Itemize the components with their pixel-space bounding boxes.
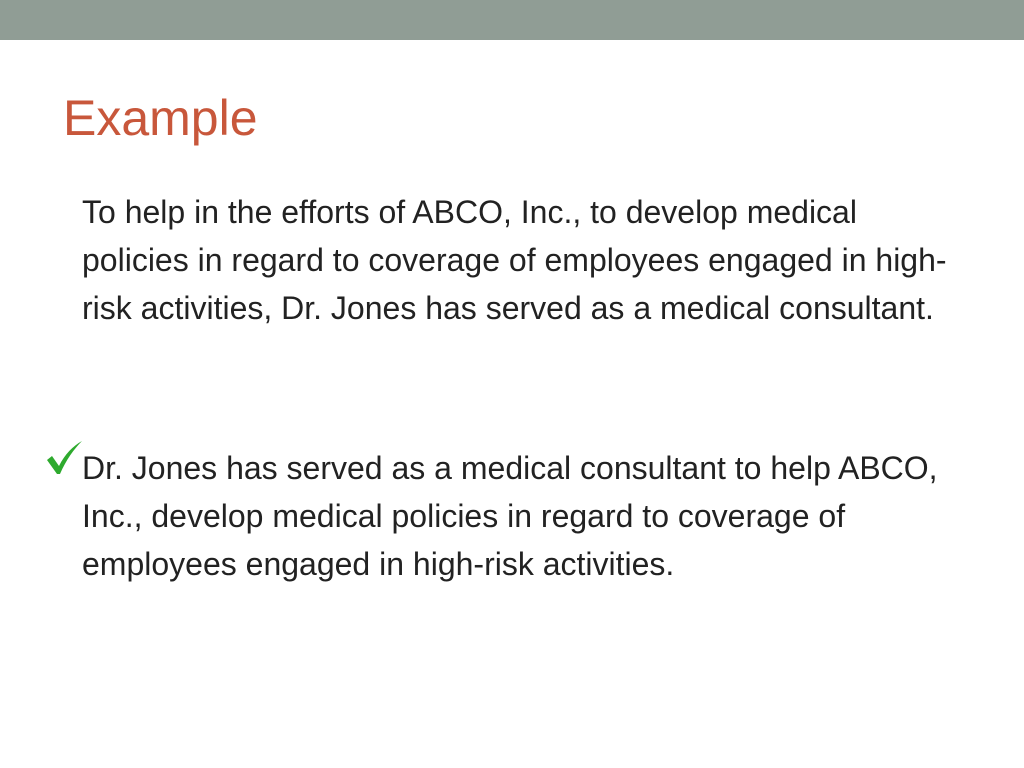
top-accent-bar: [0, 0, 1024, 40]
checkmark-icon: [45, 440, 83, 476]
paragraph-revised: Dr. Jones has served as a medical consultant to help ABCO, Inc., develop medical policies in regard to coverage of employees engaged in high-risk activities.: [82, 450, 938, 582]
slide-title: Example: [63, 90, 258, 146]
paragraph-original: To help in the efforts of ABCO, Inc., to develop medical policies in regard to coverage of employees engaged in high-risk activities, Dr. Jones has served as a medical consultant.: [82, 194, 947, 326]
